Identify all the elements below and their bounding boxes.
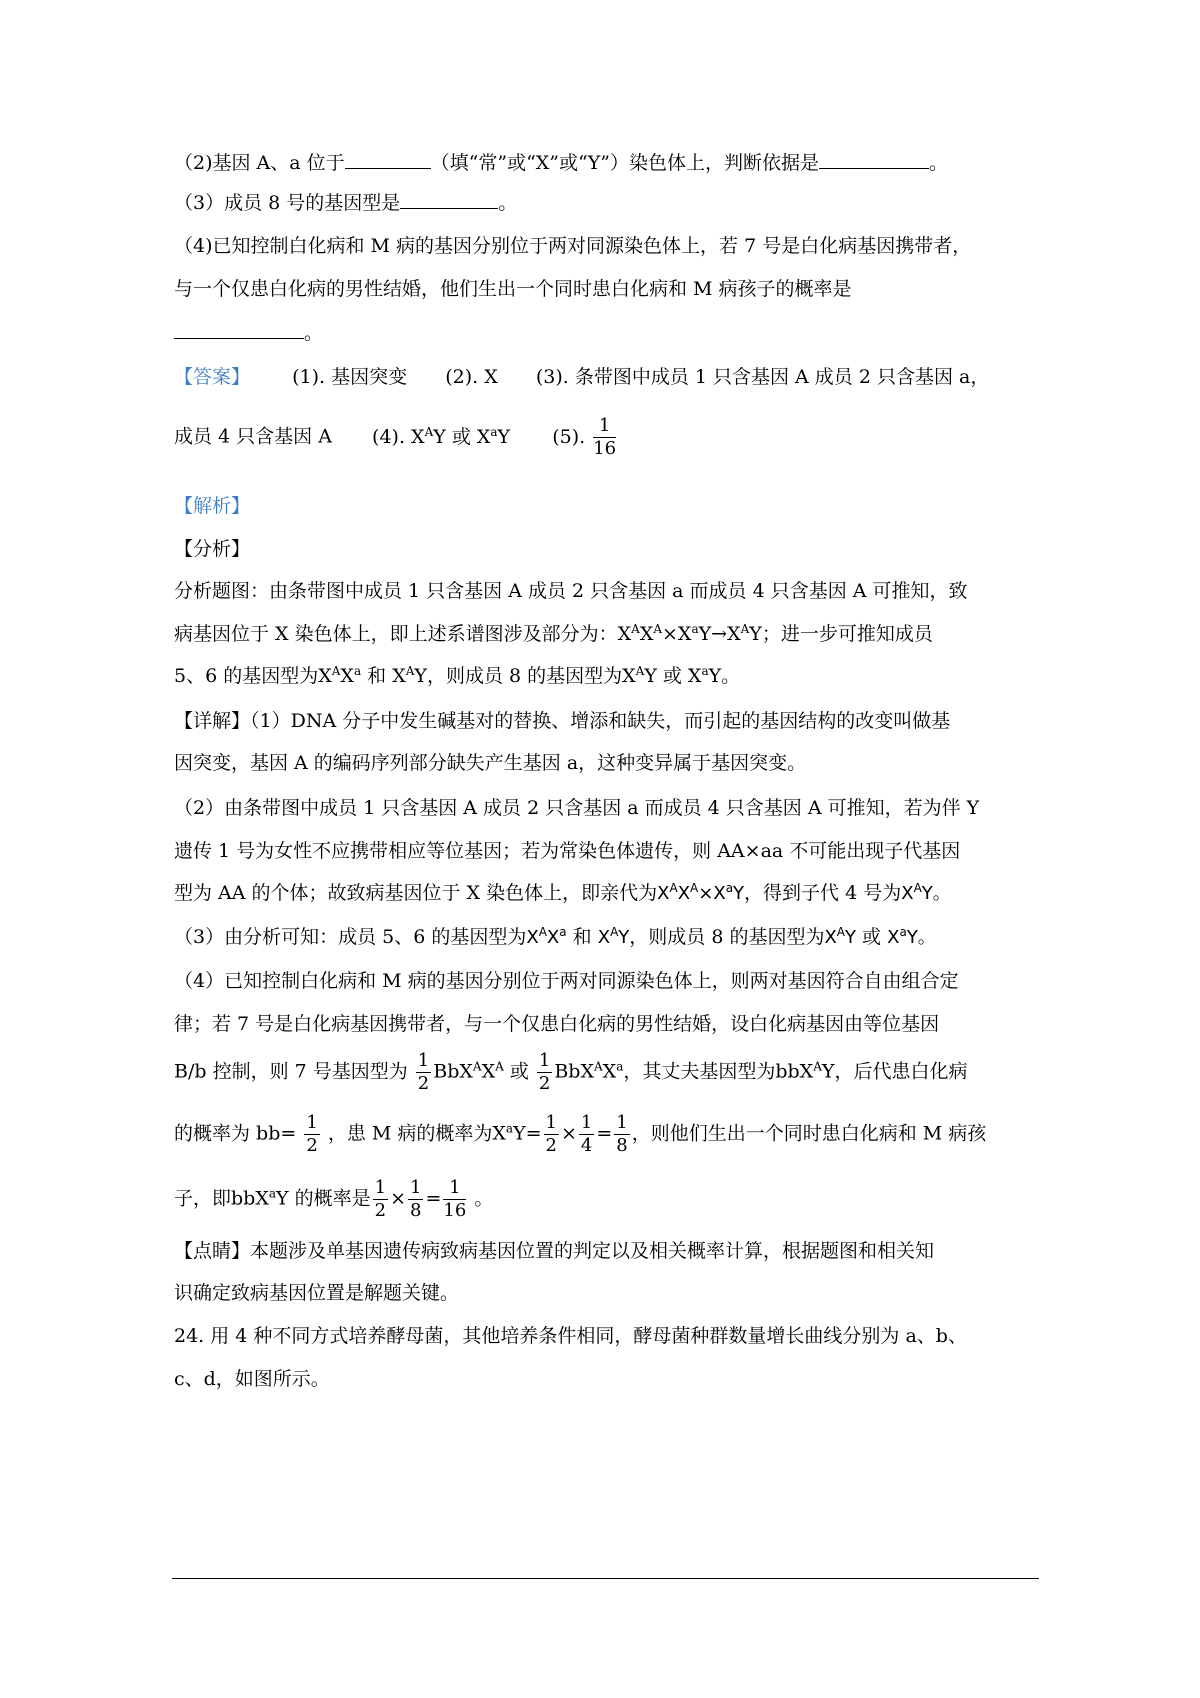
answer-line1	[174, 366, 1050, 389]
dianjing-line2: 识确定致病基因位置是解题关键。	[174, 1282, 460, 1304]
detail-line7: （4）已知控制白化病和 M 病的基因分别位于两对同源染色体上，则两对基因符合自由组合定	[174, 970, 959, 992]
detail-line2: 因突变，基因 A 的编码序列部分缺失产生基因 a，这种变异属于基因突变。	[174, 752, 807, 774]
fraction: $\frac{1}{2}$	[306, 1112, 318, 1156]
detail-line3: （2）由条带图中成员 1 只含基因 A 成员 2 只含基因 a 而成员 4 只含基因 A 可推知，若为伴 Y	[174, 797, 980, 819]
answer-3: (3). 条带图中成员 1 只含基因 A 成员 2 只含基因 a，	[535, 366, 990, 388]
blank	[400, 190, 498, 209]
fraction: $\frac{1}{2}$	[417, 1050, 430, 1094]
question-3: （3）成员 8 号的基因型是 。	[174, 192, 518, 214]
fraction: $\frac{1}{2}$	[374, 1177, 387, 1221]
answer-1: (1). 基因突变	[292, 366, 408, 388]
detail-line8: 律；若 7 号是白化病基因携带者，与一个仅患白化病的男性结婚，设白化病基因由等位基因	[174, 1013, 940, 1035]
fraction: $\frac{1}{16}$	[593, 415, 617, 459]
detail-line6: （3）由分析可知：成员 5、6 的基因型为$X^AX^a$ 和 $X^AY$，则成员 8 的基因型为$X^AY$ 或 $X^aY$。	[174, 925, 936, 948]
detail-line10: 的概率为 bb= $\frac{1}{2}$ ，患 M 病的概率为$X^aY=$ $\frac{1}{2}$ × $\frac{1}{4}$ = $\frac{1}{8}$ ，则他们生出一个同时患白化病和 M 病孩	[174, 1112, 987, 1156]
question-24-line1: 24. 用 4 种不同方式培养酵母菌，其他培养条件相同，酵母菌种群数量增长曲线分别为 a、b、	[174, 1325, 967, 1347]
detail-line4: 遗传 1 号为女性不应携带相应等位基因；若为常染色体遗传，则 AA×aa 不可能出现子代基因	[174, 840, 961, 862]
question-24-line2: c、d，如图所示。	[174, 1368, 330, 1390]
fraction: $\frac{1}{4}$	[580, 1112, 593, 1156]
fenxi-label: 【分析】	[174, 538, 251, 560]
answer-label: 【答案】	[174, 366, 251, 388]
answer-2: (2). X	[445, 366, 498, 388]
question-2: （2)基因 A、a 位于 （填“常”或“X”或“Y”）染色体上，判断依据是 。	[174, 152, 949, 174]
question-4-line1: （4)已知控制白化病和 M 病的基因分别位于两对同源染色体上，若 7 号是白化病基因携带者，	[174, 235, 972, 257]
detail-line5: 型为 AA 的个体；故致病基因位于 X 染色体上，即亲代为$X^AX^A\times X^aY$，得到子代 4 号为$X^AY$。	[174, 881, 951, 904]
question-4-line3: 。	[174, 320, 1050, 345]
blank	[345, 150, 431, 169]
fenxi-line2: 病基因位于 X 染色体上，即上述系谱图涉及部分为：$X^AX^A\times X^aY\to X^AY$；进一步可推知成员	[174, 622, 933, 645]
detail-line11: 子，即bbX$^a$Y 的概率是 $\frac{1}{2}$ × $\frac{1}{8}$ = $\frac{1}{16}$ 。	[174, 1177, 494, 1221]
fraction: $\frac{1}{8}$	[410, 1177, 422, 1221]
fraction: $\frac{1}{8}$	[616, 1112, 628, 1156]
fraction: $\frac{1}{2}$	[538, 1050, 551, 1094]
answer-line2: 成员 4 只含基因 A (4). $X^AY$ 或 $X^aY$ (5). $\frac{1}{16}$	[174, 415, 617, 459]
fraction: $\frac{1}{16}$	[443, 1177, 467, 1221]
answer-4: (4). $X^AY$ 或 $X^aY$	[372, 424, 511, 448]
footer-rule	[172, 1578, 1039, 1579]
fenxi-line1: 分析题图：由条带图中成员 1 只含基因 A 成员 2 只含基因 a 而成员 4 只含基因 A 可推知，致	[174, 580, 968, 602]
question-4-line2: 与一个仅患白化病的男性结婚，他们生出一个同时患白化病和 M 病孩子的概率是	[174, 278, 852, 300]
blank	[174, 320, 304, 339]
fenxi-line3: 5、6 的基因型为$X^AX^a$ 和 $X^AY$，则成员 8 的基因型为$X^AY$ 或 $X^aY$。	[174, 664, 741, 687]
blank	[819, 150, 929, 169]
dianjing-line1: 【点睛】本题涉及单基因遗传病致病基因位置的判定以及相关概率计算，根据题图和相关知	[174, 1240, 935, 1262]
answer-5: (5). $\frac{1}{16}$	[552, 415, 617, 459]
fraction: $\frac{1}{2}$	[545, 1112, 557, 1156]
jiexi-label: 【解析】	[174, 495, 251, 517]
detail-line9: B/b 控制，则 7 号基因型为 $\frac{1}{2}$ $BbX^AX^A$ 或 $\frac{1}{2}$ $BbX^AX^a$，其丈夫基因型为bbX$^A$Y，后代患白化病	[174, 1050, 968, 1094]
detail-line1: 【详解】（1）DNA 分子中发生碱基对的替换、增添和缺失，而引起的基因结构的改变叫做基	[174, 710, 951, 732]
